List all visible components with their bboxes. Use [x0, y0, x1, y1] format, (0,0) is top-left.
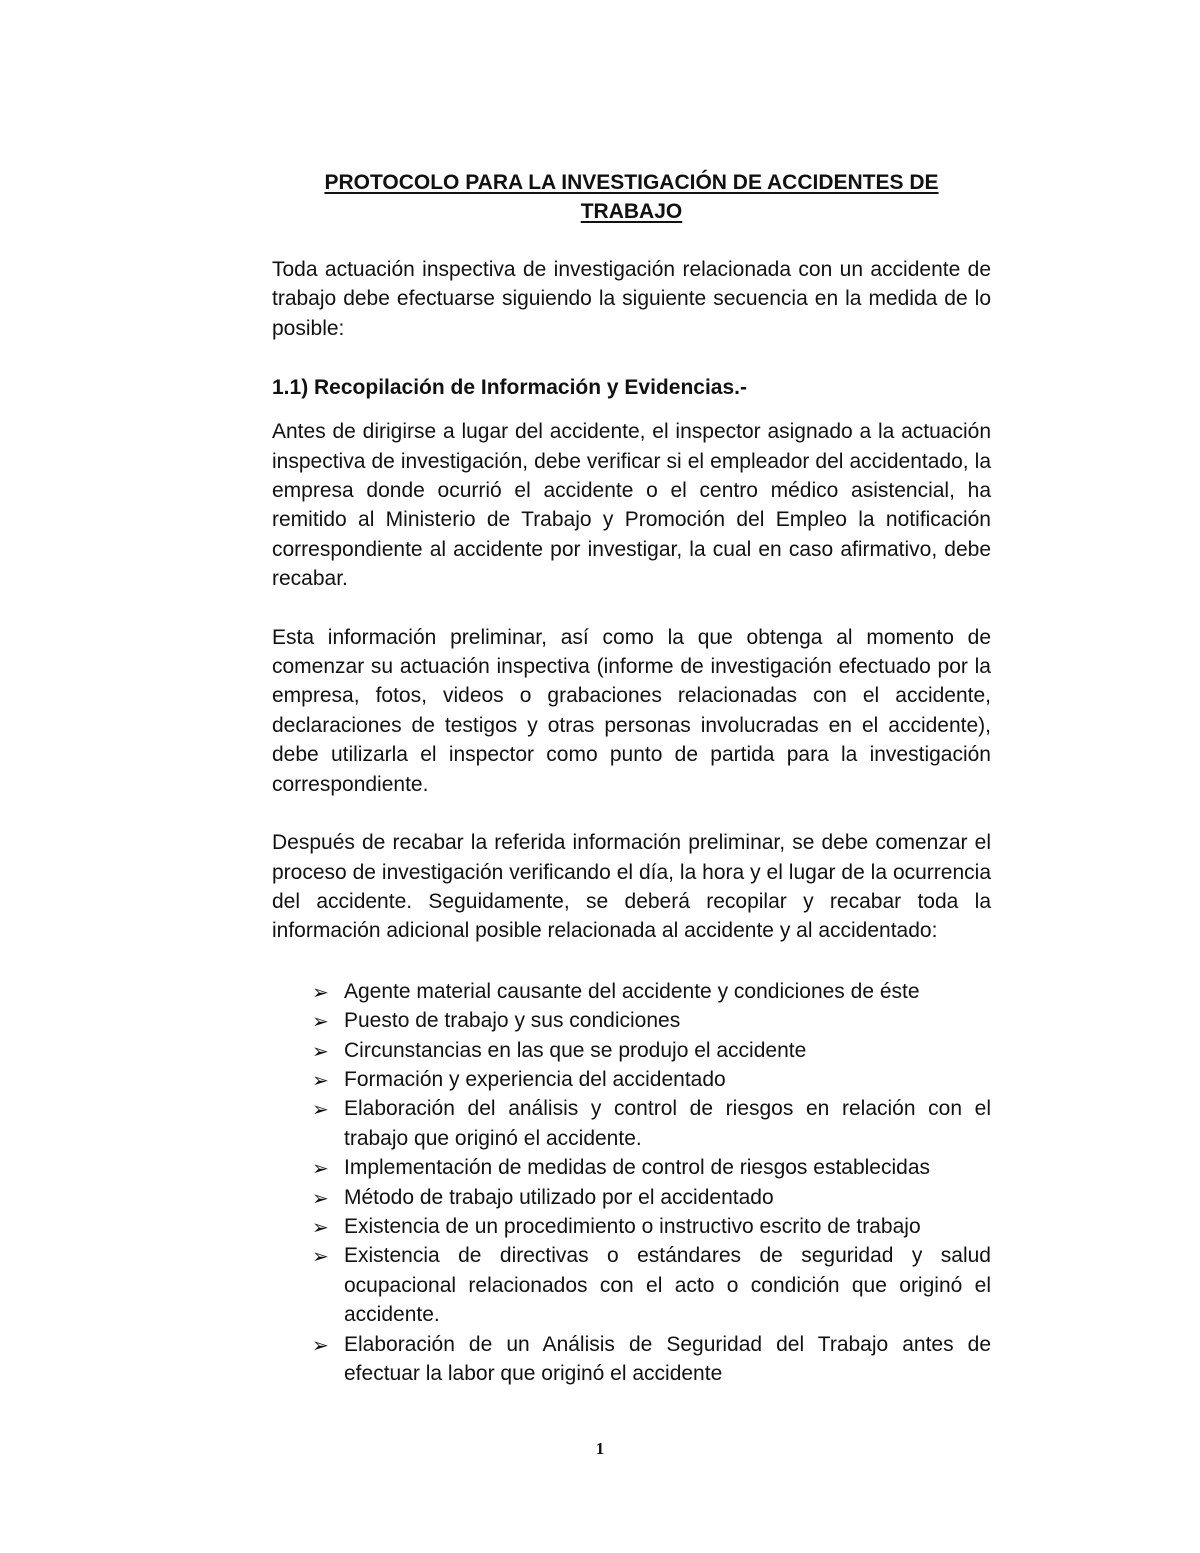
list-item-text: Puesto de trabajo y sus condiciones [344, 1009, 681, 1033]
arrow-right-icon: ➢ [312, 1244, 329, 1269]
section-heading: 1.1) Recopilación de Información y Evidencias.- [272, 376, 747, 400]
document-content [272, 168, 991, 1388]
list-item-text: Circunstancias en las que se produjo el accidente [344, 1038, 807, 1062]
list-item [272, 1153, 991, 1182]
list-item [272, 977, 991, 1006]
paragraph-2: Esta información preliminar, así como la que obtenga al momento de comenzar su actuación inspectiva (informe de investigación efectuado por la empresa, fotos, videos o grabaciones relacionadas con el accidente, declaraciones de testigos y otras personas involucradas en el accidente), debe utilizarla el inspector como punto de partida para la investigación correspondiente. [272, 625, 991, 796]
list-item-text: Formación y experiencia del accidentado [344, 1067, 726, 1091]
list-item [272, 1330, 991, 1389]
document-title [272, 168, 991, 226]
arrow-right-icon: ➢ [312, 1009, 329, 1034]
arrow-right-icon: ➢ [312, 1038, 329, 1063]
list-item-text: Agente material causante del accidente y condiciones de éste [344, 979, 920, 1003]
arrow-right-icon: ➢ [312, 1067, 329, 1092]
title-line-1: PROTOCOLO PARA LA INVESTIGACIÓN DE ACCIDENTES DE [324, 171, 939, 194]
list-item [272, 1094, 991, 1153]
arrow-right-icon: ➢ [312, 1214, 329, 1239]
list-item-text: Elaboración del análisis y control de riesgos en relación con el trabajo que originó el accidente. [344, 1097, 991, 1150]
list-item [272, 1065, 991, 1094]
list-item [272, 1212, 991, 1241]
list-item [272, 1036, 991, 1065]
paragraph-3: Después de recabar la referida información preliminar, se debe comenzar el proceso de investigación verificando el día, la hora y el lugar de la ocurrencia del accidente. Seguidamente, se deberá recopilar y recabar toda la información adicional posible relacionada al accidente y al accidentado: [272, 831, 991, 943]
list-item [272, 1183, 991, 1212]
list-item-text: Método de trabajo utilizado por el accidentado [344, 1185, 774, 1209]
list-item [272, 1241, 991, 1329]
list-item-text: Existencia de un procedimiento o instructivo escrito de trabajo [344, 1214, 921, 1238]
list-item-text: Elaboración de un Análisis de Seguridad del Trabajo antes de efectuar la labor que originó el accidente [344, 1332, 991, 1385]
intro-paragraph: Toda actuación inspectiva de investigación relacionada con un accidente de trabajo debe efectuarse siguiendo la siguiente secuencia en la medida de lo posible: [272, 258, 991, 340]
arrow-right-icon: ➢ [312, 1156, 329, 1181]
arrow-right-icon: ➢ [312, 979, 329, 1004]
arrow-right-icon: ➢ [312, 1185, 329, 1210]
list-item-text: Implementación de medidas de control de riesgos establecidas [344, 1156, 931, 1180]
list-item [272, 1006, 991, 1035]
list-item-text: Existencia de directivas o estándares de seguridad y salud ocupacional relacionados con el acto o condición que originó el accidente. [344, 1244, 991, 1327]
title-line-2: TRABAJO [580, 200, 683, 223]
bullet-list [272, 977, 991, 1389]
arrow-right-icon: ➢ [312, 1332, 329, 1357]
paragraph-1: Antes de dirigirse a lugar del accidente, el inspector asignado a la actuación inspectiva de investigación, debe verificar si el empleador del accidentado, la empresa donde ocurrió el accidente o el centro médico asistencial, ha remitido al Ministerio de Trabajo y Promoción del Empleo la notificación correspondiente al accidente por investigar, la cual en caso afirmativo, debe recabar. [272, 420, 991, 591]
page-number: 1 [595, 1439, 605, 1458]
arrow-right-icon: ➢ [312, 1097, 329, 1122]
